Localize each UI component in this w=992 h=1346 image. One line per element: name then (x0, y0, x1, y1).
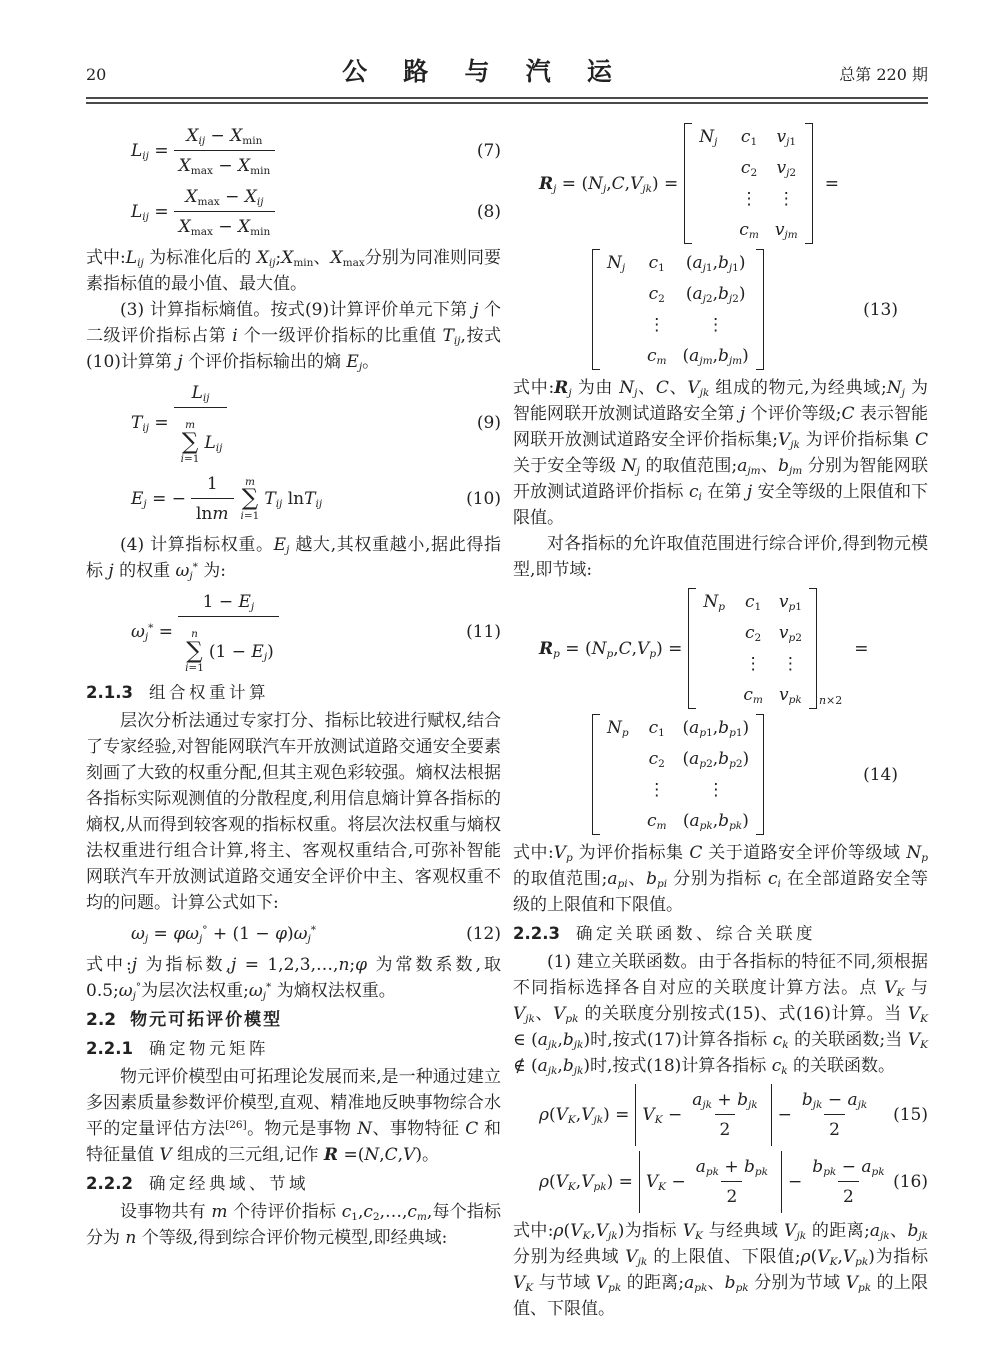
fraction (797, 1087, 872, 1143)
bracket-left (684, 123, 692, 244)
minus-sign: − (788, 1172, 803, 1192)
sigma-symbol: ∑ (241, 485, 259, 512)
eq-lhs: $L_{ij}$ = (131, 141, 169, 163)
matrix (688, 588, 842, 709)
numerator: $1 - E_j$ (202, 592, 255, 614)
equation-13-part2 (513, 249, 928, 370)
paragraph: (4) 计算指标权重。$E_j$ 越大,其权重越小,据此得指标 j 的权重 $\omega_j^*$ 为: (86, 535, 501, 583)
numerator: $b_{pk} - a_{pk}$ (812, 1157, 885, 1179)
fraction (191, 471, 234, 527)
matrix (684, 123, 812, 244)
section-heading-2-2-2 (86, 1171, 501, 1197)
section-title: 组合权重计算 (148, 683, 269, 703)
matrix-cell: $c_m$ (739, 220, 759, 242)
denominator: 2 (824, 1114, 845, 1143)
equation-7 (86, 123, 501, 179)
sum-upper-limit: n (191, 628, 198, 641)
sum-lower-limit: i=1 (240, 509, 260, 522)
summation (241, 476, 260, 523)
matrix (592, 249, 764, 370)
matrix-cell: $(a_{p1},b_{p1})$ (682, 718, 750, 740)
section-number: 2.1.3 (86, 683, 133, 703)
bracket-right (809, 588, 817, 709)
denominator (174, 407, 228, 466)
eq-lhs: $E_j$ = − (131, 489, 186, 511)
equation-10 (86, 471, 501, 527)
matrix-cell: $v_{p2}$ (778, 623, 802, 645)
paragraph: 物元评价模型由可拓理论发展而来,是一种通过建立多因素质量参数评价模型,直观、精准地反映事物综合水平的定量评估方法[26]。物元是事物 N、事物特征 C 和特征量值 V 组成的三元组,记作 R =(N,C,V)。 (86, 1067, 502, 1166)
matrix-cell: $N_p$ (703, 592, 725, 614)
matrix-cell: ⋮ (740, 189, 758, 209)
matrix-cell: ⋮ (777, 189, 795, 209)
equation-number: (7) (476, 141, 501, 161)
matrix-cell: $c_2$ (648, 284, 665, 306)
section-heading-2-2 (86, 1007, 501, 1033)
eq-body (131, 589, 281, 675)
matrix-cell: $v_{pk}$ (779, 685, 802, 707)
denominator: 2 (721, 1181, 742, 1210)
section-number: 2.2.1 (86, 1039, 133, 1059)
summation (181, 419, 200, 466)
numerator: $X_{ij} - X_{min}$ (186, 126, 263, 148)
matrix-cell: $v_{jm}$ (774, 220, 798, 242)
summation (185, 628, 204, 675)
section-heading-2-2-1 (86, 1036, 501, 1062)
section-number: 2.2 (86, 1010, 117, 1031)
abs-term: $V_K$ − (645, 1172, 686, 1194)
paragraph: (3) 计算指标熵值。按式(9)计算评价单元下第 j 个二级评价指标占第 i 个一级评价指标的比重值 $T_{ij}$,按式(10)计算第 j 个评价指标输出的熵 $E_j$。 (86, 300, 502, 374)
two-column-body (0, 104, 992, 1322)
eq-body (589, 249, 767, 370)
equation-13-part1 (513, 123, 928, 244)
den-term: $L_{ij}$ (204, 432, 223, 454)
matrix-cell: $c_2$ (740, 158, 758, 180)
absolute-value-group (639, 1151, 782, 1213)
eq-lhs: $L_{ij}$ = (131, 202, 169, 224)
sum-lower-limit: i=1 (180, 453, 200, 466)
equation-number: (8) (476, 202, 501, 222)
eq-tail: = (854, 638, 869, 659)
section-title: 确定物元矩阵 (148, 1039, 269, 1059)
denominator: $X_{max} - X_{min}$ (174, 211, 276, 240)
eq-lhs: $R_p = (N_p,C,V_p)$ = (539, 638, 683, 660)
bracket-right (756, 714, 764, 835)
eq-lhs: $\rho(V_K,V_{pk})$ = (539, 1172, 633, 1194)
denominator: 2 (838, 1181, 859, 1210)
numerator: $a_{pk} + b_{pk}$ (695, 1157, 769, 1179)
eq-tail: = (824, 173, 839, 194)
matrix-cell: $(a_{j1},b_{j1})$ (685, 253, 746, 275)
section-title: 确定关联函数、综合关联度 (575, 924, 816, 943)
denominator: lnm (191, 498, 234, 527)
section-heading-2-2-3 (513, 921, 928, 947)
numerator: $b_{jk} - a_{jk}$ (801, 1090, 868, 1112)
matrix-cell: $c_1$ (648, 718, 665, 740)
equation-14-part2 (513, 714, 928, 835)
matrix-cell: ⋮ (744, 654, 762, 674)
numerator: $L_{ij}$ (191, 383, 210, 405)
den-row (183, 628, 274, 675)
equation-number: (14) (863, 764, 898, 785)
eq-body (131, 184, 277, 240)
matrix-cell: $v_{j1}$ (776, 127, 797, 149)
matrix-cell: $c_1$ (648, 253, 665, 275)
paragraph: 式中$:L_{ij}$ 为标准化后的 $X_{ij};X_{min}$、$X_{max}$分别为同准则同要素指标值的最小值、最大值。 (86, 248, 502, 294)
sum-upper-limit: m (244, 475, 255, 488)
paragraph: 式中$:R_j$ 为由 $N_j$、C、$V_{jk}$ 组成的物元,为经典域$;N_j$ 为智能网联开放测试道路安全第 j 个评价等级;C 表示智能网联开放测试道路安全评价指标集$;V_{jk}$ 为评价指标集 C 关于安全等级 $N_j$ 的取值范围$;a_{jm}$、$b_{jm}$ 分别为智能网联开放测试道路评价指标 $c_i$ 在第 j 安全等级的上限值和下限值。 (513, 378, 929, 528)
matrix-cell: $N_j$ (607, 253, 626, 275)
section-title: 物元可拓评价模型 (130, 1010, 283, 1031)
equation-8 (86, 184, 501, 240)
eq-body (131, 380, 229, 466)
eq-lhs: $R_j = (N_j,C,V_{jk})$ = (539, 173, 679, 195)
fraction (178, 589, 279, 675)
fraction (174, 184, 276, 240)
fraction (807, 1154, 889, 1210)
matrix-cell: $c_m$ (743, 685, 763, 707)
matrix-cell: $c_m$ (647, 811, 667, 833)
bracket-right (756, 249, 764, 370)
matrix-cell: $(a_{j2},b_{j2})$ (685, 284, 746, 306)
sigma-symbol: ∑ (181, 428, 199, 455)
denominator: 2 (715, 1114, 736, 1143)
denominator: $X_{max} - X_{min}$ (174, 150, 276, 179)
matrix-cell: $c_1$ (740, 127, 758, 149)
equation-number: (12) (466, 924, 501, 945)
section-number: 2.2.2 (86, 1174, 133, 1194)
bracket-left (592, 714, 600, 835)
sum-lower-limit: i=1 (185, 662, 204, 675)
matrix-cell: $N_j$ (699, 127, 718, 149)
matrix-grid (696, 588, 809, 709)
eq-lhs: $\rho(V_K,V_{jk})$ = (539, 1105, 630, 1127)
page-number: 20 (86, 65, 107, 84)
matrix-grid (692, 123, 804, 244)
right-column (513, 118, 928, 1322)
den-row (179, 419, 223, 466)
minus-sign: − (777, 1105, 792, 1125)
matrix-cell: $c_1$ (744, 592, 762, 614)
equation-number: (16) (893, 1172, 928, 1192)
absolute-value-group (635, 1084, 771, 1146)
equation-14-part1 (513, 588, 928, 709)
equation-12 (86, 921, 501, 947)
paragraph: 式中$:\rho(V_K,V_{jk})$为指标 $V_K$ 与经典域 $V_{jk}$ 的距离$;a_{jk}$、$b_{jk}$ 分别为经典域 $V_{jk}$ 的上限值、下限值$;\rho(V_K,V_{pk})$为指标 $V_K$ 与节域 $V_{pk}$ 的距离$;a_{pk}$、$b_{pk}$ 分别为节域 $V_{pk}$ 的上限值、下限值。 (513, 1221, 929, 1319)
matrix (592, 714, 764, 835)
section-number: 2.2.3 (513, 924, 560, 943)
page-header (0, 0, 992, 88)
bracket-left (592, 249, 600, 370)
den-term: $(1 - E_j)$ (208, 641, 274, 663)
equation-number: (9) (476, 413, 501, 434)
eq-body (539, 1151, 892, 1213)
paragraph: 设事物共有 m 个待评价指标 $c_1,c_2,\dots,c_m$,每个指标分为 n 个等级,得到综合评价物元模型,即经典域: (86, 1202, 501, 1249)
numerator: 1 (206, 474, 218, 495)
matrix-cell: ⋮ (648, 780, 666, 800)
matrix-cell: $N_p$ (607, 718, 629, 740)
matrix-cell: $(a_{p2},b_{p2})$ (682, 749, 750, 771)
matrix-cell: ⋮ (781, 654, 799, 674)
equation-number: (13) (863, 299, 898, 320)
eq-body (539, 123, 839, 244)
denominator (178, 616, 279, 675)
matrix-cell: $c_2$ (744, 623, 762, 645)
matrix-cell: ⋮ (707, 780, 725, 800)
paragraph: 式中:j 为指标数,j = 1,2,3,…,n;φ 为常数系数,取$0.5;\omega_j^\circ$为层次法权重$;\omega_j^*$ 为熵权法权重。 (86, 955, 501, 1003)
bracket-right (805, 123, 813, 244)
matrix-cell: $v_{p1}$ (778, 592, 802, 614)
matrix-cell: ⋮ (648, 315, 666, 335)
fraction (687, 1087, 762, 1143)
equation-9 (86, 380, 501, 466)
paragraph: (1) 建立关联函数。由于各指标的特征不同,须根据不同指标选择各自对应的关联度计算方法。点 $V_K$ 与 $V_{jk}$、$V_{pk}$ 的关联度分别按式(15)、式(16)计算。当 $V_K$ ∈ $(a_{jk},b_{jk})$时,按式(17)计算各指标 $c_k$ 的关联函数;当 $V_K$ ∉ $(a_{jk},b_{jk})$时,按式(18)计算各指标 $c_k$ 的关联函数。 (513, 952, 929, 1078)
equation-number: (11) (466, 622, 501, 643)
issue-number: 总第 220 期 (839, 65, 928, 84)
equation-number: (10) (466, 489, 501, 510)
matrix-cell: $c_m$ (647, 346, 667, 368)
abs-term: $V_K$ − (642, 1105, 683, 1127)
matrix-cell: ⋮ (707, 315, 725, 335)
eq-lhs: $T_{ij}$ = (131, 413, 169, 435)
fraction (691, 1154, 773, 1210)
eq-body (539, 1084, 874, 1146)
equation-11 (86, 589, 501, 675)
matrix-cell: $c_2$ (648, 749, 665, 771)
numerator: $a_{jk} + b_{jk}$ (692, 1090, 758, 1112)
eq-body (131, 471, 322, 527)
paragraph: 式中$:V_p$ 为评价指标集 C 关于道路安全评价等级域 $N_p$ 的取值范围$;a_{pi}$、$b_{pi}$ 分别为指标 $c_i$ 在全部道路安全等级的上限值和下限值。 (513, 843, 929, 915)
matrix-grid (600, 714, 756, 835)
eq-body (131, 123, 277, 179)
sum-upper-limit: m (185, 419, 196, 431)
eq-expression: $\omega_j = \varphi\omega_j^\circ + (1 - \varphi)\omega_j^*$ (131, 924, 317, 946)
matrix-cell: $v_{j2}$ (776, 158, 797, 180)
eq-tail: $T_{ij}$ lnT$_{ij}$ (264, 489, 323, 511)
matrix-grid (600, 249, 756, 370)
fraction (174, 380, 228, 466)
equation-number: (15) (893, 1105, 928, 1125)
journal-title: 公 路 与 汽 运 (342, 57, 626, 86)
section-title: 确定经典域、节域 (148, 1174, 309, 1194)
left-column (86, 118, 501, 1322)
header-double-rule (86, 97, 928, 104)
matrix-cell: $(a_{pk},b_{pk})$ (682, 811, 749, 833)
equation-15 (513, 1084, 928, 1146)
matrix-dimension-subscript: n×2 (818, 694, 843, 707)
eq-lhs: $\omega_j^*$ = (131, 622, 174, 644)
bracket-left (688, 588, 696, 709)
fraction (174, 123, 276, 179)
numerator: $X_{max} - X_{ij}$ (185, 187, 264, 209)
section-heading-2-1-3 (86, 680, 501, 706)
paragraph: 层次分析法通过专家打分、指标比较进行赋权,结合了专家经验,对智能网联汽车开放测试道路交通安全要素刻画了大致的权重分配,但其主观色彩较强。熵权法根据各指标实际观测值的分散程度,利用信息熵计算各指标的熵权,从而得到较客观的指标权重。将层次法权重与熵权法权重进行组合计算,将主、客观权重结合,可弥补智能网联汽车开放测试道路交通安全评价中主、客观权重不均的问题。计算公式如下: (86, 711, 501, 914)
eq-body (131, 921, 316, 947)
eq-body (539, 588, 869, 709)
paragraph: 对各指标的允许取值范围进行综合评价,得到物元模型,即节域: (513, 534, 928, 580)
eq-body (589, 714, 767, 835)
matrix-cell: $(a_{jm},b_{jm})$ (682, 346, 749, 368)
sigma-symbol: ∑ (186, 637, 203, 664)
equation-16 (513, 1151, 928, 1213)
